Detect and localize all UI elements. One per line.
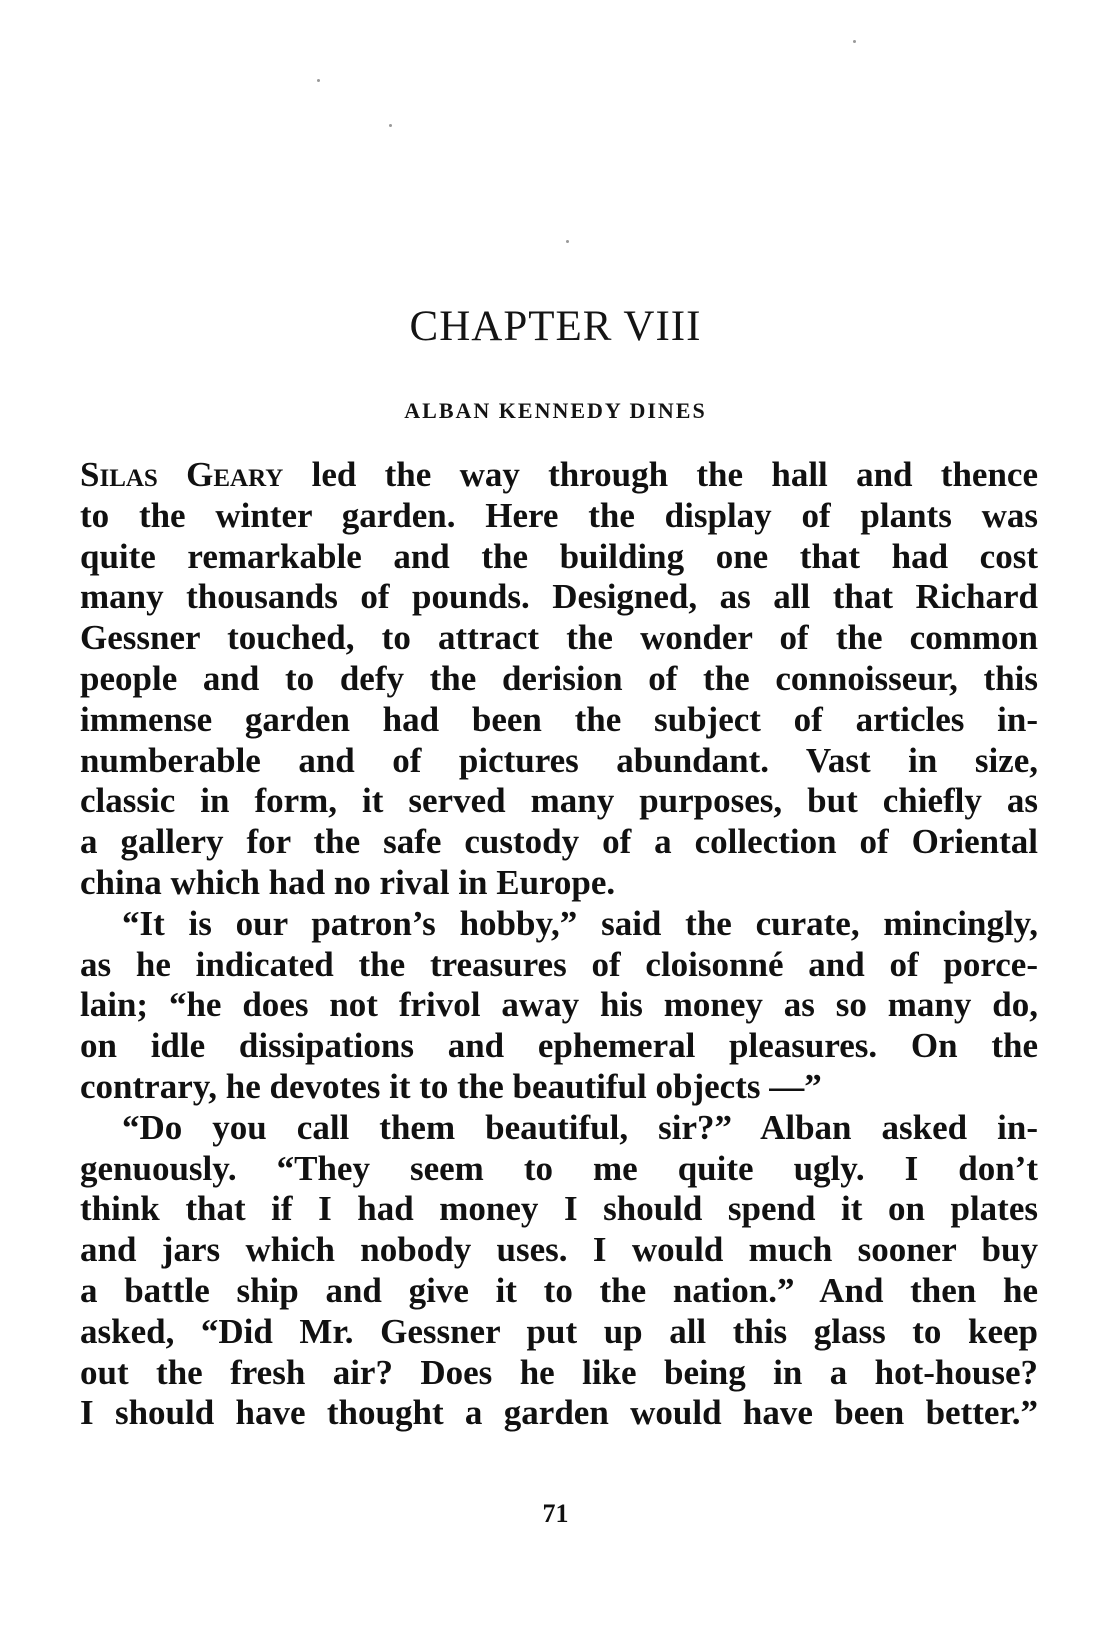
page-number: 71 [542,1499,569,1528]
text-line: “Do you call them beautiful, sir?” Alban asked in- [122,1107,1038,1147]
text-line: immense garden had been the subject of articles in- [80,699,1038,739]
text-line: “It is our patron’s hobby,” said the curate, mincingly, [122,903,1038,943]
paper-speck [317,79,320,82]
text-line: numberable and of pictures abundant. Vast in size, [80,740,1038,780]
text-line: on idle dissipations and ephemeral pleasures. On the [80,1026,1038,1066]
paper-speck [853,40,856,43]
text-line: think that if I had money I should spend it on plates [80,1189,1038,1229]
text-line-content: led the way through the hall and thence [283,455,1038,494]
text-line: out the fresh air? Does he like being in a hot-house? [80,1352,1038,1392]
text-line: many thousands of pounds. Designed, as all that Richard [80,577,1038,617]
text-line: a battle ship and give it to the nation.” And then he [80,1270,1038,1310]
text-line: a gallery for the safe custody of a collection of Oriental [80,822,1038,862]
text-line: as he indicated the treasures of cloisonné and of porce- [80,944,1038,984]
text-line: people and to defy the derision of the connoisseur, this [80,658,1038,698]
text-line: genuously. “They seem to me quite ugly. I don’t [80,1148,1038,1188]
text-line: asked, “Did Mr. Gessner put up all this glass to keep [80,1311,1038,1351]
chapter-text [80,455,1038,1434]
text-line: quite remarkable and the building one that had cost [80,536,1038,576]
chapter-subtitle: ALBAN KENNEDY DINES [404,398,707,423]
text-line: contrary, he devotes it to the beautiful objects —” [80,1066,822,1106]
text-line: lain; “he does not frivol away his money as so many do, [80,985,1038,1025]
text-line: to the winter garden. Here the display of plants was [80,495,1038,535]
text-line: and jars which nobody uses. I would much sooner buy [80,1230,1038,1270]
text-line [80,455,1038,496]
paper-speck [566,240,569,243]
text-line: china which had no rival in Europe. [80,862,616,902]
chapter-title: CHAPTER VIII [409,303,702,350]
text-line: I should have thought a garden would have been better.” [80,1393,1038,1433]
opening-name: Silas Geary [80,455,284,494]
text-line: Gessner touched, to attract the wonder of the common [80,618,1038,658]
paper-speck [389,124,392,127]
text-line: classic in form, it served many purposes, but chiefly as [80,781,1038,821]
